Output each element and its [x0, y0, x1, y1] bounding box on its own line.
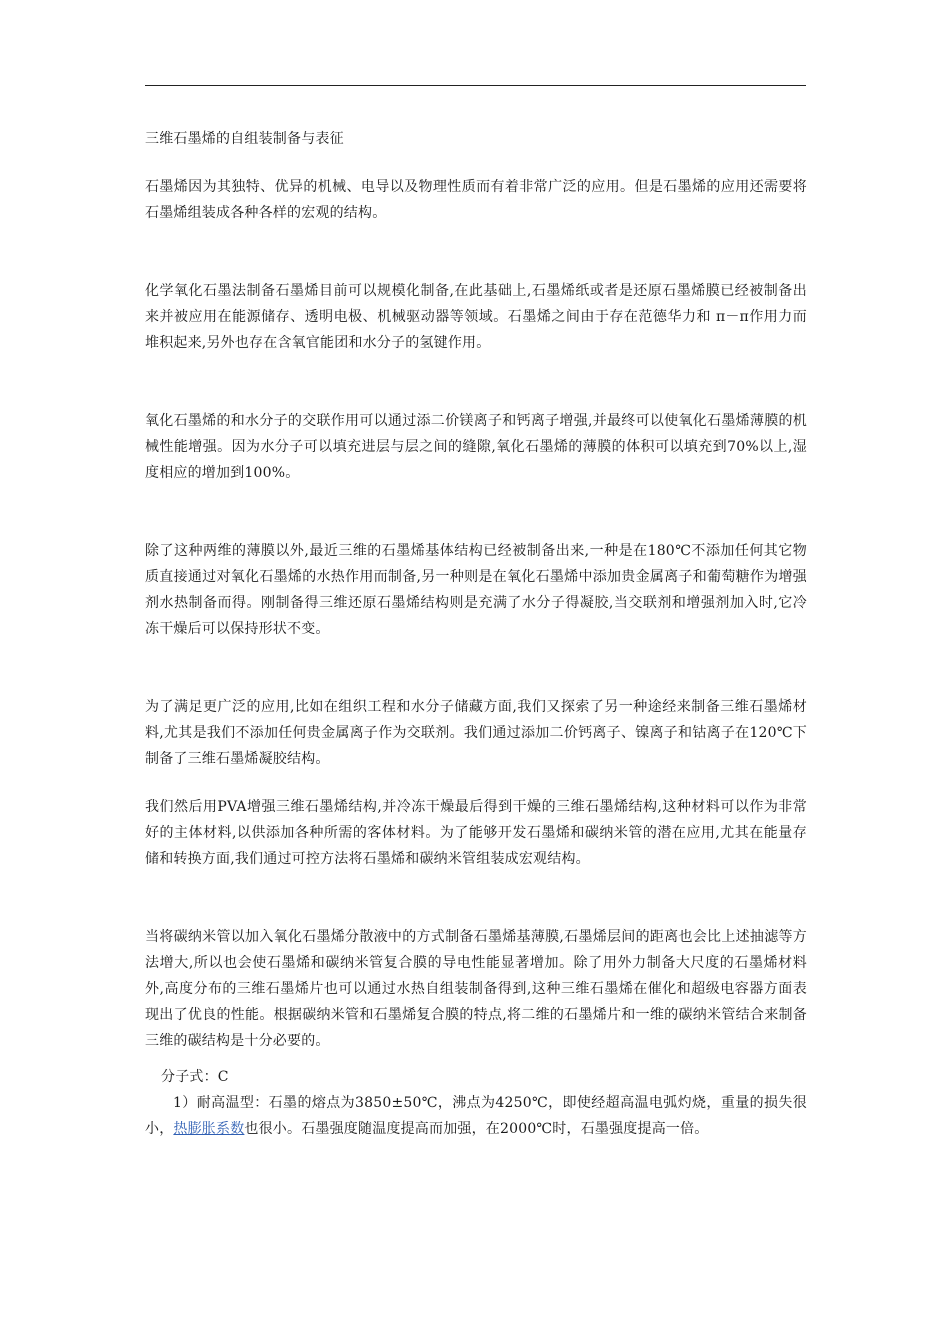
paragraph-5: 为了满足更广泛的应用,比如在组织工程和水分子储藏方面,我们又探索了另一种途经来制备三维石墨烯材料,尤其是我们不添加任何贵金属离子作为交联剂。我们通过添加二价钙离子、镍离子和钴离子在120℃下制备了三维石墨烯凝胶结构。 — [145, 699, 807, 767]
paragraph-2: 化学氧化石墨法制备石墨烯目前可以规模化制备,在此基础上,石墨烯纸或者是还原石墨烯膜已经被制备出来并被应用在能源储存、透明电极、机械驱动器等领域。石墨烯之间由于存在范德华力和 π－π作用力而堆积起来,另外也存在含氧官能团和水分子的氢键作用。 — [145, 283, 807, 351]
paragraph-3: 氧化石墨烯的和水分子的交联作用可以通过添二价镁离子和钙离子增强,并最终可以使氧化石墨烯薄膜的机械性能增强。因为水分子可以填充进层与层之间的缝隙,氧化石墨烯的薄膜的体积可以填充到70%以上,湿度相应的增加到100%。 — [145, 413, 807, 481]
paragraph-4: 除了这种两维的薄膜以外,最近三维的石墨烯基体结构已经被制备出来,一种是在180℃不添加任何其它物质直接通过对氧化石墨烯的水热作用而制备,另一种则是在氧化石墨烯中添加贵金属离子和葡萄糖作为增强剂水热制备而得。刚制备得三维还原石墨烯结构则是充满了水分子得凝胶,当交联剂和增强剂加入时,它冷冻干燥后可以保持形状不变。 — [145, 543, 807, 637]
paragraph-7: 当将碳纳米管以加入氧化石墨烯分散液中的方式制备石墨烯基薄膜,石墨烯层间的距离也会比上述抽滤等方法增大,所以也会使石墨烯和碳纳米管复合膜的导电性能显著增加。除了用外力制备大尺度的石墨烯材料外,高度分布的三维石墨烯片也可以通过水热自组装制备得到,这种三维石墨烯在催化和超级电容器方面表现出了优良的性能。根据碳纳米管和石墨烯复合膜的特点,将二维的石墨烯片和一维的碳纳米管结合来制备三维的碳结构是十分必要的。 — [145, 929, 807, 1049]
document-title: 三维石墨烯的自组装制备与表征 — [145, 131, 344, 147]
paragraph-6: 我们然后用PVA增强三维石墨烯结构,并冷冻干燥最后得到干燥的三维石墨烯结构,这种材料可以作为非常好的主体材料,以供添加各种所需的客体材料。为了能够开发石墨烯和碳纳米管的潜在应用,尤其在能量存储和转换方面,我们通过可控方法将石墨烯和碳纳米管组装成宏观结构。 — [145, 799, 807, 867]
header-rule — [145, 85, 806, 86]
thermal-expansion-link[interactable]: 热膨胀系数 — [173, 1121, 245, 1137]
list-item-high-temperature — [145, 1090, 807, 1142]
list-item-text-after: 也很小。石墨强度随温度提高而加强，在2000℃时，石墨强度提高一倍。 — [244, 1121, 709, 1137]
document-body — [145, 126, 807, 1142]
paragraph-1: 石墨烯因为其独特、优异的机械、电导以及物理性质而有着非常广泛的应用。但是石墨烯的应用还需要将石墨烯组装成各种各样的宏观的结构。 — [145, 179, 807, 221]
formula-line: 分子式：C — [161, 1069, 229, 1085]
list-item-text-before: 1）耐高温型：石墨的熔点为3850±50℃，沸点为4250℃，即使经超高温电弧灼烧，重量的损失很小， — [145, 1095, 807, 1137]
